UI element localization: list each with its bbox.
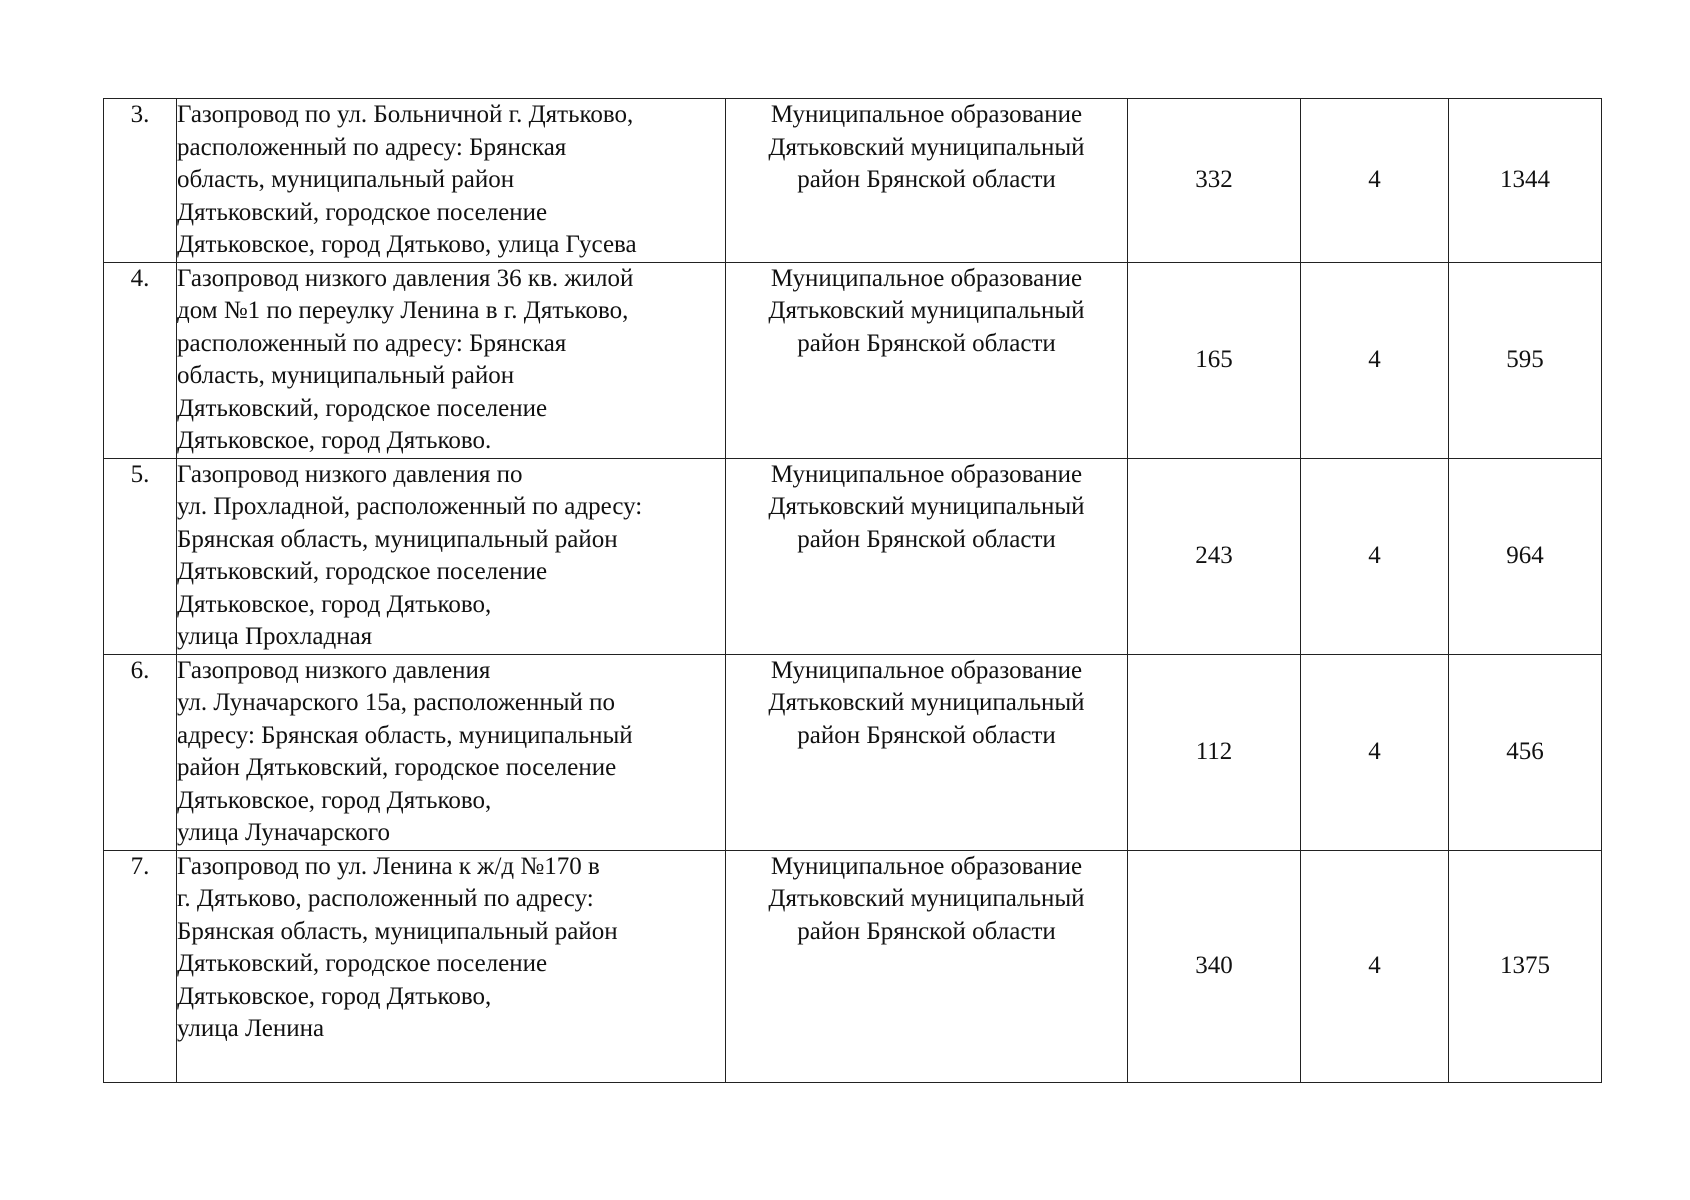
- object-name-line: ул. Прохладной, расположенный по адресу:: [177, 493, 643, 520]
- object-name-line: дом №1 по переулку Ленина в г. Дятьково,: [177, 297, 629, 324]
- object-name-line: улица Прохладная: [177, 623, 373, 650]
- value1-cell: 112: [1128, 654, 1301, 850]
- object-name-line: Газопровод по ул. Ленина к ж/д №170 в: [177, 852, 600, 880]
- object-name-line: адресу: Брянская область, муниципальный: [177, 721, 633, 749]
- object-name-line: Дятьковское, город Дятьково, улица Гусева: [177, 231, 637, 258]
- object-name-line: область, муниципальный район: [177, 362, 515, 389]
- object-name-line: Дятьковский, городское поселение: [177, 394, 548, 422]
- table-row: [104, 654, 1602, 850]
- row-number: 7.: [104, 850, 177, 1082]
- owner-cell: [726, 99, 1128, 263]
- table-row: [104, 262, 1602, 458]
- owner-line: Дятьковский муниципальный: [768, 885, 1085, 912]
- object-name-line: Дятьковское, город Дятьково,: [177, 786, 492, 814]
- object-name-cell: [177, 850, 726, 1082]
- value1-cell: 243: [1128, 458, 1301, 654]
- value3-cell: 595: [1449, 262, 1602, 458]
- row-number: 4.: [104, 262, 177, 458]
- owner-line: район Брянской области: [797, 721, 1056, 749]
- object-name-line: ул. Луначарского 15а, расположенный по: [177, 689, 616, 716]
- owner-line: Дятьковский муниципальный: [768, 493, 1085, 520]
- value3-cell: 964: [1449, 458, 1602, 654]
- object-name-line: Брянская область, муниципальный район: [177, 525, 618, 553]
- object-name-line: расположенный по адресу: Брянская: [177, 133, 567, 161]
- value2-cell: 4: [1301, 850, 1449, 1082]
- object-name-line: Дятьковское, город Дятьково,: [177, 982, 492, 1010]
- owner-line: Муниципальное образование: [770, 101, 1083, 128]
- row-number: 5.: [104, 458, 177, 654]
- object-name-line: улица Ленина: [177, 1015, 325, 1042]
- value2-cell: 4: [1301, 99, 1449, 263]
- owner-line: район Брянской области: [797, 525, 1056, 553]
- value1-cell: 165: [1128, 262, 1301, 458]
- owner-cell: [726, 262, 1128, 458]
- object-name-line: улица Луначарского: [177, 819, 391, 846]
- value2-cell: 4: [1301, 654, 1449, 850]
- owner-line: Муниципальное образование: [770, 460, 1083, 488]
- owner-cell: [726, 850, 1128, 1082]
- objects-table: [103, 98, 1602, 1083]
- object-name-line: Дятьковское, город Дятьково,: [177, 590, 492, 618]
- owner-line: Муниципальное образование: [770, 264, 1083, 292]
- value3-cell: 1344: [1449, 99, 1602, 263]
- row-number: 3.: [104, 99, 177, 263]
- table-row: [104, 99, 1602, 263]
- value2-cell: 4: [1301, 262, 1449, 458]
- owner-cell: [726, 654, 1128, 850]
- owner-line: Дятьковский муниципальный: [768, 689, 1085, 716]
- owner-line: район Брянской области: [797, 166, 1056, 193]
- owner-line: Дятьковский муниципальный: [768, 133, 1085, 161]
- object-name-cell: [177, 262, 726, 458]
- owner-line: Дятьковский муниципальный: [768, 297, 1085, 324]
- owner-line: район Брянской области: [797, 917, 1056, 945]
- value3-cell: 1375: [1449, 850, 1602, 1082]
- table-row: [104, 850, 1602, 1082]
- object-name-cell: [177, 654, 726, 850]
- object-name-line: Газопровод низкого давления 36 кв. жилой: [177, 264, 634, 292]
- value2-cell: 4: [1301, 458, 1449, 654]
- object-name-line: Дятьковское, город Дятьково.: [177, 427, 492, 454]
- object-name-line: Газопровод низкого давления: [177, 656, 491, 684]
- object-name-line: Дятьковский, городское поселение: [177, 198, 548, 226]
- row-number: 6.: [104, 654, 177, 850]
- owner-line: Муниципальное образование: [770, 656, 1083, 684]
- owner-line: район Брянской области: [797, 329, 1056, 357]
- table-body: [104, 99, 1602, 1083]
- value3-cell: 456: [1449, 654, 1602, 850]
- object-name-line: Дятьковский, городское поселение: [177, 558, 548, 585]
- object-name-cell: [177, 99, 726, 263]
- object-name-line: Газопровод низкого давления по: [177, 460, 523, 488]
- object-name-line: область, муниципальный район: [177, 166, 515, 193]
- value1-cell: 340: [1128, 850, 1301, 1082]
- object-name-line: г. Дятьково, расположенный по адресу:: [177, 885, 594, 912]
- object-name-line: район Дятьковский, городское поселение: [177, 754, 617, 781]
- object-name-cell: [177, 458, 726, 654]
- object-name-line: Газопровод по ул. Больничной г. Дятьково,: [177, 101, 634, 128]
- object-name-line: расположенный по адресу: Брянская: [177, 329, 567, 357]
- table-row: [104, 458, 1602, 654]
- object-name-line: Брянская область, муниципальный район: [177, 917, 618, 945]
- owner-line: Муниципальное образование: [770, 852, 1083, 880]
- owner-cell: [726, 458, 1128, 654]
- value1-cell: 332: [1128, 99, 1301, 263]
- object-name-line: Дятьковский, городское поселение: [177, 950, 548, 977]
